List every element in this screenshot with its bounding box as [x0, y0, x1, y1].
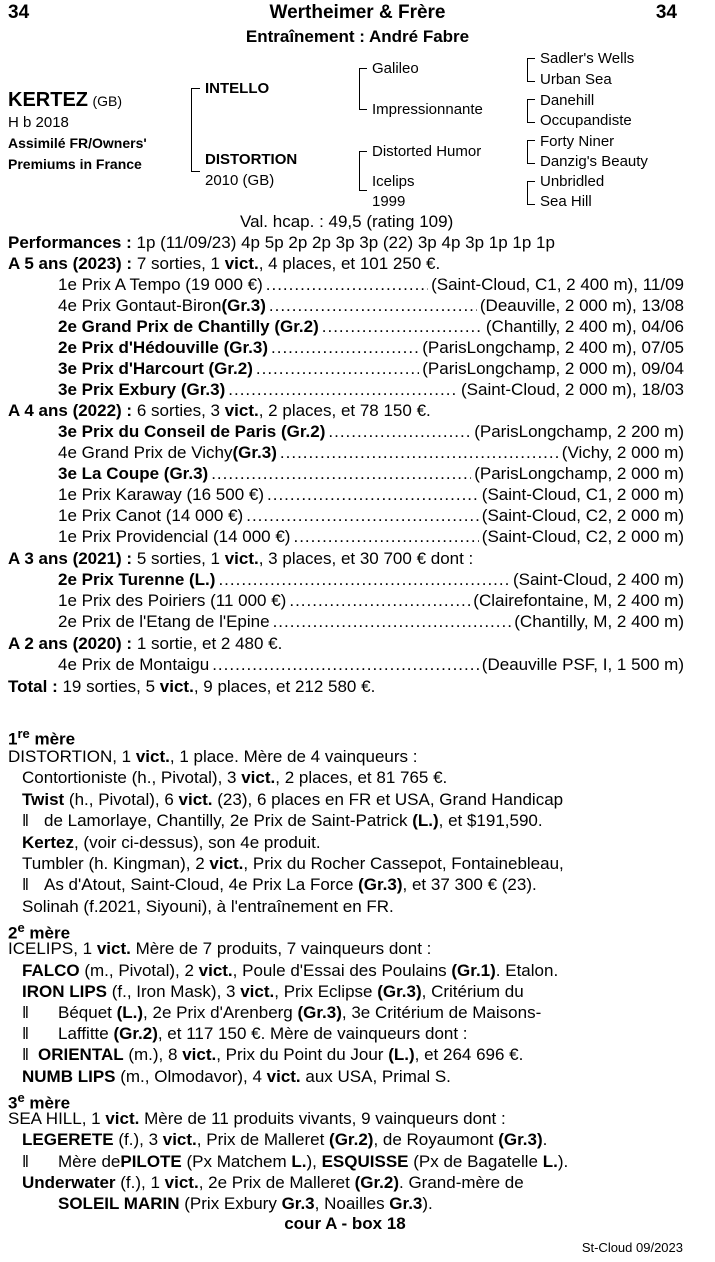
lot-number-right: 34	[655, 2, 677, 23]
third-dam-intro	[8, 1108, 688, 1129]
race-venue: (Deauville, 2 000 m), 13/08	[479, 296, 684, 315]
race-venue: (Clairefontaine, M, 2 400 m)	[473, 591, 684, 610]
text: Mère de	[58, 1152, 121, 1171]
text: (m.), 8	[123, 1045, 183, 1064]
produce-name: Twist	[22, 790, 65, 809]
pedigree-sdd: Occupandiste	[540, 112, 632, 129]
race-venue: (Saint-Cloud, C2, 2 000 m)	[481, 506, 684, 525]
produce-line	[22, 1129, 702, 1150]
text: , Critérium du	[421, 982, 524, 1001]
race-row	[58, 421, 684, 442]
text: As d'Atout, Saint-Cloud, 4e Prix La Force	[44, 875, 359, 894]
race-row	[58, 295, 684, 316]
pedigree-bracket-sire	[359, 68, 367, 110]
text: Solinah (f.2021, Siyouni), à l'entraînement en FR.	[22, 897, 394, 916]
leader-dots	[246, 505, 479, 526]
text: (Px de Bagatelle	[408, 1152, 543, 1171]
race-name: 1e Prix Providencial (14 000 €)	[58, 527, 291, 546]
performances-line	[8, 232, 688, 253]
year-stats-a: 7 sorties, 1	[132, 254, 225, 273]
text: Laffitte	[58, 1024, 114, 1043]
pedigree-sire: INTELLO	[205, 80, 270, 97]
grade: (Gr.3)	[377, 982, 422, 1001]
text: (f.), 3	[113, 1130, 163, 1149]
wins-word: vict.	[105, 1109, 140, 1128]
produce-line-cont	[22, 1151, 702, 1172]
produce-name: FALCO	[22, 961, 80, 980]
text: , Poule d'Essai des Poulains	[232, 961, 452, 980]
grade: (L.)	[116, 1003, 144, 1022]
pedigree-dss: Forty Niner	[540, 133, 615, 150]
produce-line	[22, 981, 702, 1002]
year-summary-2022	[8, 400, 688, 421]
wins-word: vict.	[178, 790, 213, 809]
pedigree-dds: Unbridled	[540, 173, 605, 190]
pedigree-dam-year: 2010 (GB)	[205, 172, 275, 189]
race-grade: (Gr.3)	[221, 296, 266, 315]
race-row	[58, 274, 684, 295]
produce-line-cont	[22, 810, 702, 831]
race-name: 1e Prix des Poiriers (11 000 €)	[58, 591, 287, 610]
race-name: 4e Grand Prix de Vichy	[58, 443, 233, 462]
performances-value: 1p (11/09/23) 4p 5p 2p 2p 3p 3p (22) 3p 4p 3p 1p 1p 1p	[136, 233, 555, 252]
text: ).	[557, 1152, 569, 1171]
year-summary-2021	[8, 548, 688, 569]
pedigree-dd-year: 1999	[372, 193, 406, 210]
wins-word: vict.	[135, 747, 170, 766]
wins-word: vict.	[266, 1067, 301, 1086]
pedigree-dd: Icelips	[372, 173, 415, 190]
text: , et $191,590.	[438, 811, 543, 830]
race-row	[58, 379, 684, 400]
horse-details: H b 2018	[8, 114, 69, 131]
year-stats-a: 5 sorties, 1	[132, 549, 225, 568]
continuation-mark: ‖	[22, 1024, 30, 1043]
leader-dots	[267, 484, 479, 505]
race-venue: (ParisLongchamp, 2 200 m)	[474, 422, 684, 441]
title-sup: e	[17, 920, 25, 935]
leader-dots	[266, 274, 428, 295]
produce-name: Underwater	[22, 1173, 116, 1192]
text: (Px Matchem	[181, 1152, 292, 1171]
produce-name: PILOTE	[120, 1152, 182, 1171]
sale-reference: St-Cloud 09/2023	[581, 1240, 683, 1255]
leader-dots	[228, 379, 458, 400]
pedigree-dsd: Danzig's Beauty	[540, 153, 648, 170]
text: , (voir ci-dessus), son 4e produit.	[73, 833, 321, 852]
text: , Prix du Rocher Cassepot, Fontainebleau,	[243, 854, 564, 873]
race-name: 1e Prix Karaway (16 500 €)	[58, 485, 264, 504]
produce-line-cont	[22, 1044, 702, 1065]
produce-line	[22, 853, 702, 874]
text: , Prix du Point du Jour	[216, 1045, 389, 1064]
produce-line-cont	[22, 874, 702, 895]
pedigree-ss: Galileo	[372, 60, 419, 77]
year-summary-2023	[8, 253, 688, 274]
text: , 3e Critérium de Maisons-	[341, 1003, 542, 1022]
race-name: 3e Prix d'Harcourt (Gr.2)	[58, 359, 253, 378]
text: ICELIPS, 1	[8, 939, 97, 958]
race-venue: (Chantilly, M, 2 400 m)	[514, 612, 684, 631]
title-word: mère	[24, 923, 71, 943]
year-stats-a: 1 sortie, et 2 480 €.	[132, 634, 283, 653]
race-name: 1e Prix A Tempo (19 000 €)	[58, 275, 263, 294]
leader-dots	[293, 526, 478, 547]
continuation-mark: ‖	[22, 811, 30, 830]
race-row	[58, 484, 684, 505]
pedigree-ddd: Sea Hill	[540, 193, 592, 210]
grade: L.	[291, 1152, 307, 1171]
race-name: 3e Prix Exbury (Gr.3)	[58, 380, 226, 399]
text: , Prix de Malleret	[196, 1130, 330, 1149]
produce-line-cont	[22, 1023, 702, 1044]
grade: (L.)	[388, 1045, 415, 1064]
text: , et 117 150 €. Mère de vainqueurs dont :	[157, 1024, 468, 1043]
text: Contortioniste (h., Pivotal), 3	[22, 768, 242, 787]
produce-name: LEGERETE	[22, 1130, 114, 1149]
race-venue: (Chantilly, 2 400 m), 04/06	[485, 317, 684, 336]
horse-name-block	[8, 89, 122, 112]
pedigree-ds: Distorted Humor	[372, 143, 482, 160]
horse-name: KERTEZ	[8, 89, 88, 111]
wins-word: vict.	[164, 1173, 199, 1192]
leader-dots	[289, 590, 470, 611]
horse-origin: (GB)	[92, 93, 123, 109]
race-venue: (ParisLongchamp, 2 400 m), 07/05	[422, 338, 684, 357]
year-wins-word: vict.	[224, 401, 259, 420]
text: , 2e Prix d'Arenberg	[143, 1003, 298, 1022]
pedigree-sds: Danehill	[540, 92, 595, 109]
title-word: mère	[24, 1093, 71, 1113]
leader-dots	[273, 611, 512, 632]
race-name: 2e Grand Prix de Chantilly (Gr.2)	[58, 317, 319, 336]
produce-line	[22, 1172, 702, 1193]
grade: (Gr.2)	[329, 1130, 374, 1149]
text: (m., Olmodavor), 4	[115, 1067, 267, 1086]
produce-name: NUMB LIPS	[22, 1067, 116, 1086]
grade: (Gr.3)	[498, 1130, 543, 1149]
race-name: 4e Prix Gontaut-Biron	[58, 296, 222, 315]
year-label: A 5 ans (2023) :	[8, 254, 133, 273]
text: , de Royaumont	[373, 1130, 499, 1149]
produce-name: ESQUISSE	[321, 1152, 409, 1171]
title-word: mère	[29, 729, 76, 749]
produce-name: IRON LIPS	[22, 982, 108, 1001]
race-name: 2e Prix de l'Etang de l'Epine	[58, 612, 270, 631]
wins-word: vict.	[162, 1130, 197, 1149]
produce-line	[22, 767, 702, 788]
year-summary-2020	[8, 633, 688, 654]
race-name: 2e Prix Turenne (L.)	[58, 570, 216, 589]
handicap-value: Val. hcap. : 49,5 (rating 109)	[240, 212, 454, 231]
leader-dots	[212, 654, 479, 675]
produce-line	[22, 1066, 702, 1087]
wins-word: vict.	[241, 768, 276, 787]
race-name: 4e Prix de Montaigu	[58, 655, 210, 674]
bonus-line-2: Premiums in France	[8, 156, 142, 172]
pedigree-bracket-ds	[527, 140, 535, 164]
year-wins-word: vict.	[224, 254, 259, 273]
text: . Etalon.	[495, 961, 559, 980]
race-venue: (Deauville PSF, I, 1 500 m)	[481, 655, 684, 674]
year-label: A 2 ans (2020) :	[8, 634, 133, 653]
continuation-mark: ‖	[22, 1152, 30, 1171]
continuation-mark: ‖	[22, 1045, 30, 1064]
grade: (Gr.2)	[113, 1024, 158, 1043]
trainer-line: Entraînement : André Fabre	[245, 27, 470, 46]
text: , et 37 300 € (23).	[402, 875, 537, 894]
race-row	[58, 590, 684, 611]
pedigree-sss: Sadler's Wells	[540, 50, 635, 67]
race-venue: (Saint-Cloud, 2 400 m)	[512, 570, 684, 589]
total-wins-word: vict.	[159, 677, 194, 696]
wins-word: vict.	[96, 939, 131, 958]
year-wins-word: vict.	[224, 549, 259, 568]
grade: (Gr.3)	[297, 1003, 342, 1022]
total-stats-b: , 9 places, et 212 580 €.	[193, 677, 376, 696]
total-stats-a: 19 sorties, 5	[57, 677, 160, 696]
race-row	[58, 358, 684, 379]
produce-line-cont	[58, 1193, 715, 1214]
text: (f.), 1	[115, 1173, 165, 1192]
pedigree-ssd: Urban Sea	[540, 71, 612, 88]
bonus-line-1: Assimilé FR/Owners'	[8, 135, 147, 151]
year-label: A 4 ans (2022) :	[8, 401, 133, 420]
text: SEA HILL, 1	[8, 1109, 106, 1128]
text: Mère de 11 produits vivants, 9 vainqueurs dont :	[139, 1109, 506, 1128]
text: (23), 6 places en FR et USA, Grand Handicap	[212, 790, 564, 809]
text: , 1 place. Mère de 4 vainqueurs :	[169, 747, 418, 766]
grade: (L.)	[412, 811, 439, 830]
continuation-mark: ‖	[22, 875, 30, 894]
text: Tumbler (h. Kingman), 2	[22, 854, 210, 873]
race-venue: (ParisLongchamp, 2 000 m)	[474, 464, 684, 483]
year-stats-b: , 2 places, et 78 150 €.	[258, 401, 431, 420]
wins-word: vict.	[209, 854, 244, 873]
leader-dots	[271, 337, 419, 358]
race-venue: (Saint-Cloud, 2 000 m), 18/03	[460, 380, 684, 399]
performances-label: Performances :	[8, 233, 132, 252]
pedigree-sd: Impressionnante	[372, 101, 483, 118]
continuation-mark: ‖	[22, 1003, 30, 1022]
race-row	[58, 337, 684, 358]
text: , 2 places, et 81 765 €.	[275, 768, 448, 787]
leader-dots	[218, 569, 510, 590]
race-row	[58, 463, 684, 484]
text: , Prix Eclipse	[274, 982, 378, 1001]
year-stats-a: 6 sorties, 3	[132, 401, 225, 420]
produce-name: Kertez	[22, 833, 74, 852]
race-name: 1e Prix Canot (14 000 €)	[58, 506, 244, 525]
text: , 2e Prix de Malleret	[198, 1173, 355, 1192]
race-row	[58, 505, 684, 526]
total-label: Total :	[8, 677, 58, 696]
race-grade: (Gr.3)	[232, 443, 277, 462]
text: . Grand-mère de	[399, 1173, 524, 1192]
text: Béquet	[58, 1003, 117, 1022]
pedigree-bracket-ss	[527, 58, 535, 82]
pedigree-bracket-gen1	[191, 88, 200, 172]
second-dam-intro	[8, 938, 688, 959]
title-number: 1	[8, 729, 18, 749]
title-sup: re	[17, 726, 30, 741]
race-row	[58, 654, 684, 675]
produce-line	[22, 896, 702, 917]
wins-word: vict.	[240, 982, 275, 1001]
grade: (Gr.2)	[354, 1173, 399, 1192]
pedigree-bracket-dam	[359, 151, 367, 191]
consignor-name: Wertheimer & Frère	[269, 2, 446, 23]
race-row	[58, 611, 684, 632]
produce-line	[22, 789, 702, 810]
year-stats-b: , 4 places, et 101 250 €.	[258, 254, 441, 273]
race-row	[58, 526, 684, 547]
leader-dots	[280, 442, 559, 463]
race-venue: (Saint-Cloud, C2, 2 000 m)	[481, 527, 684, 546]
race-venue: (ParisLongchamp, 2 000 m), 09/04	[422, 359, 684, 378]
text: ).	[422, 1194, 433, 1213]
produce-line	[22, 960, 702, 981]
produce-name: SOLEIL MARIN	[58, 1194, 180, 1213]
text: (m., Pivotal), 2	[79, 961, 199, 980]
first-dam-intro	[8, 746, 688, 767]
grade: (Gr.1)	[451, 961, 496, 980]
box-location: cour A - box 18	[284, 1214, 406, 1233]
text: (f., Iron Mask), 3	[107, 982, 241, 1001]
title-number: 3	[8, 1093, 18, 1113]
race-row	[58, 442, 684, 463]
text: ),	[306, 1152, 322, 1171]
lot-number-left: 34	[8, 2, 30, 23]
race-venue: (Saint-Cloud, C1, 2 400 m), 11/09	[431, 275, 684, 294]
wins-word: vict.	[198, 961, 233, 980]
grade: (Gr.3)	[358, 875, 403, 894]
produce-line-cont	[22, 1002, 702, 1023]
text: .	[542, 1130, 548, 1149]
title-number: 2	[8, 923, 18, 943]
wins-word: vict.	[182, 1045, 217, 1064]
total-line	[8, 676, 688, 697]
text: , Noailles	[314, 1194, 390, 1213]
race-row	[58, 316, 684, 337]
year-label: A 3 ans (2021) :	[8, 549, 133, 568]
race-venue: (Vichy, 2 000 m)	[561, 443, 684, 462]
leader-dots	[269, 295, 477, 316]
pedigree-bracket-dd	[527, 181, 535, 205]
leader-dots	[322, 316, 483, 337]
text: de Lamorlaye, Chantilly, 2e Prix de Saint-Patrick	[44, 811, 413, 830]
race-row	[58, 569, 684, 590]
leader-dots	[328, 421, 471, 442]
grade: Gr.3	[281, 1194, 315, 1213]
text: (Prix Exbury	[179, 1194, 282, 1213]
produce-line	[22, 832, 702, 853]
title-sup: e	[17, 1090, 25, 1105]
race-name: 3e Prix du Conseil de Paris (Gr.2)	[58, 422, 326, 441]
race-name: 2e Prix d'Hédouville (Gr.3)	[58, 338, 269, 357]
race-venue: (Saint-Cloud, C1, 2 000 m)	[481, 485, 684, 504]
grade: L.	[542, 1152, 558, 1171]
produce-name: ORIENTAL	[38, 1045, 124, 1064]
grade: Gr.3	[389, 1194, 423, 1213]
text: Mère de 7 produits, 7 vainqueurs dont :	[130, 939, 432, 958]
pedigree-dam: DISTORTION	[205, 151, 298, 168]
pedigree-bracket-sd	[527, 99, 535, 123]
text: DISTORTION, 1	[8, 747, 136, 766]
text: , et 264 696 €.	[414, 1045, 524, 1064]
leader-dots	[256, 358, 419, 379]
text: aux USA, Primal S.	[300, 1067, 451, 1086]
leader-dots	[211, 463, 471, 484]
year-stats-b: , 3 places, et 30 700 € dont :	[258, 549, 474, 568]
text: (h., Pivotal), 6	[64, 790, 179, 809]
race-name: 3e La Coupe (Gr.3)	[58, 464, 209, 483]
